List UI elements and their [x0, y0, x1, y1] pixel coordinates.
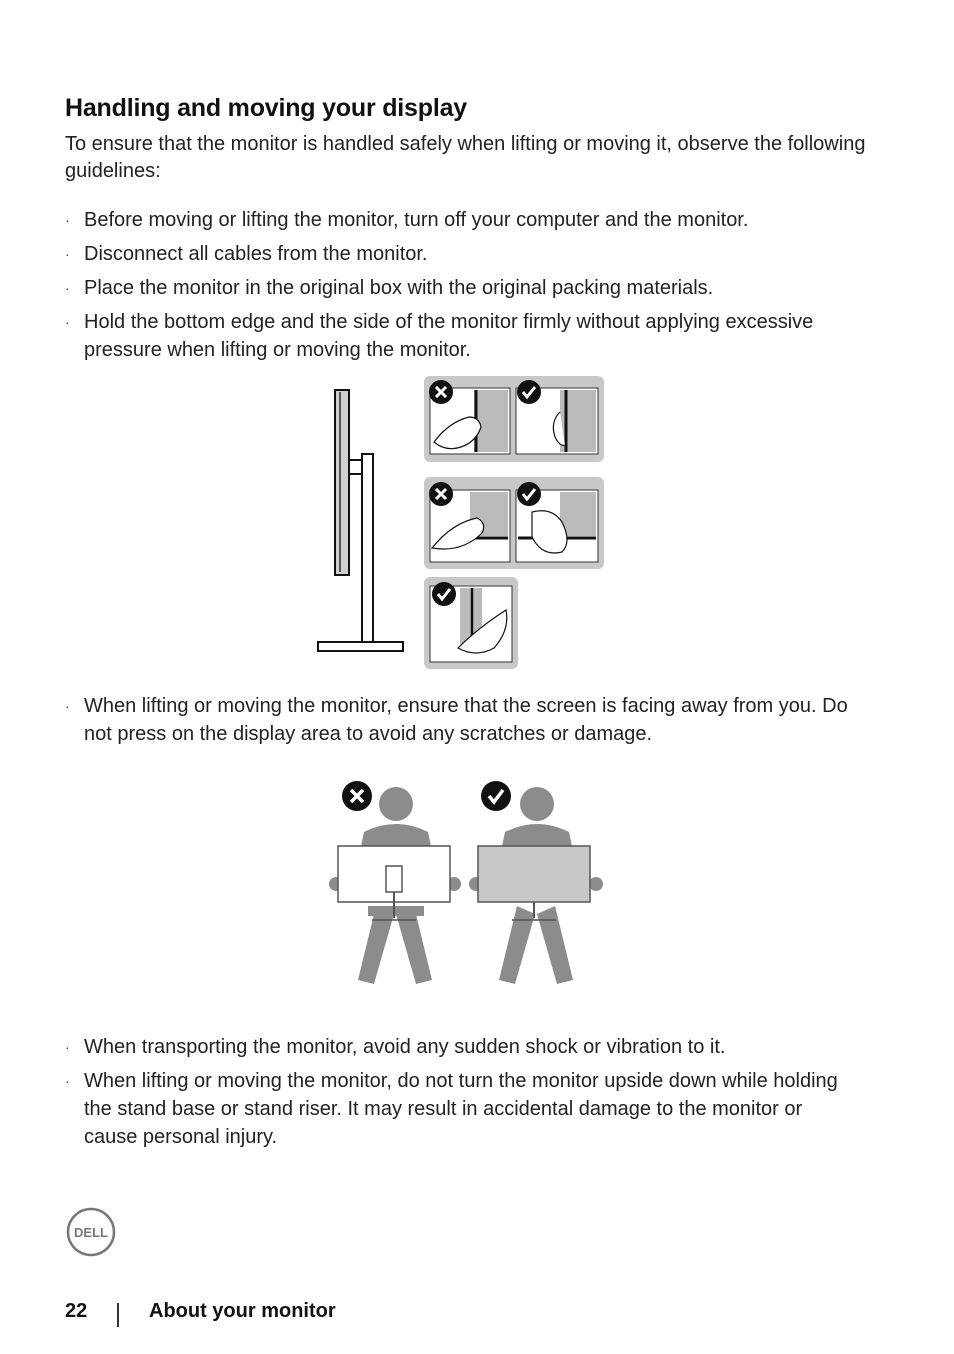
guidelines-list-2 [65, 692, 855, 754]
list-item-text: When lifting or moving the monitor, do not turn the monitor upside down while holding the stand base or stand riser. It may result in accidental damage to the monitor or cause personal injury. [84, 1070, 838, 1148]
list-item-text: When transporting the monitor, avoid any sudden shock or vibration to it. [84, 1036, 726, 1058]
check-circle-icon [517, 380, 541, 404]
list-item [65, 206, 855, 234]
list-item-text: When lifting or moving the monitor, ensure that the screen is facing away from you. Do not press on the display area to avoid any scratches or damage. [84, 695, 848, 745]
bullet-dot: · [65, 1073, 70, 1089]
carrying-monitor-illustration [326, 776, 606, 990]
bullet-dot: · [65, 1039, 70, 1055]
page-number: 22 [65, 1300, 88, 1322]
dell-logo [66, 1207, 116, 1257]
dell-logo-text: DELL [74, 1225, 108, 1240]
list-item [65, 692, 855, 748]
check-circle-icon [517, 482, 541, 506]
page-title: Handling and moving your display [65, 94, 467, 122]
cross-circle-icon [429, 380, 453, 404]
check-circle-icon [432, 582, 456, 606]
bullet-dot: · [65, 280, 70, 296]
list-item-text: Place the monitor in the original box with the original packing materials. [84, 277, 714, 299]
monitor-side-view [318, 390, 403, 651]
monitor-front [478, 846, 590, 920]
check-circle-icon [481, 781, 511, 811]
page-footer [65, 1300, 336, 1323]
list-item [65, 1033, 855, 1061]
list-item [65, 240, 855, 268]
cross-circle-icon [429, 482, 453, 506]
footer-section-title: About your monitor [149, 1300, 336, 1322]
bullet-dot: · [65, 246, 70, 262]
list-item [65, 1067, 855, 1151]
bullet-dot: · [65, 698, 70, 714]
cross-circle-icon [342, 781, 372, 811]
intro-paragraph: To ensure that the monitor is handled safely when lifting or moving it, observe the following guidelines: [65, 133, 866, 182]
list-item-text: Before moving or lifting the monitor, turn off your computer and the monitor. [84, 209, 749, 231]
list-item [65, 308, 855, 364]
footer-divider [117, 1303, 119, 1327]
list-item-text: Hold the bottom edge and the side of the monitor firmly without applying excessive pressure when lifting or moving the monitor. [84, 311, 814, 361]
monitor-back [338, 846, 450, 920]
monitor-handling-illustration [310, 372, 610, 672]
list-item-text: Disconnect all cables from the monitor. [84, 243, 428, 265]
guidelines-list-1 [65, 206, 855, 370]
bullet-dot: · [65, 314, 70, 330]
guidelines-list-3 [65, 1033, 855, 1157]
bullet-dot: · [65, 212, 70, 228]
list-item [65, 274, 855, 302]
